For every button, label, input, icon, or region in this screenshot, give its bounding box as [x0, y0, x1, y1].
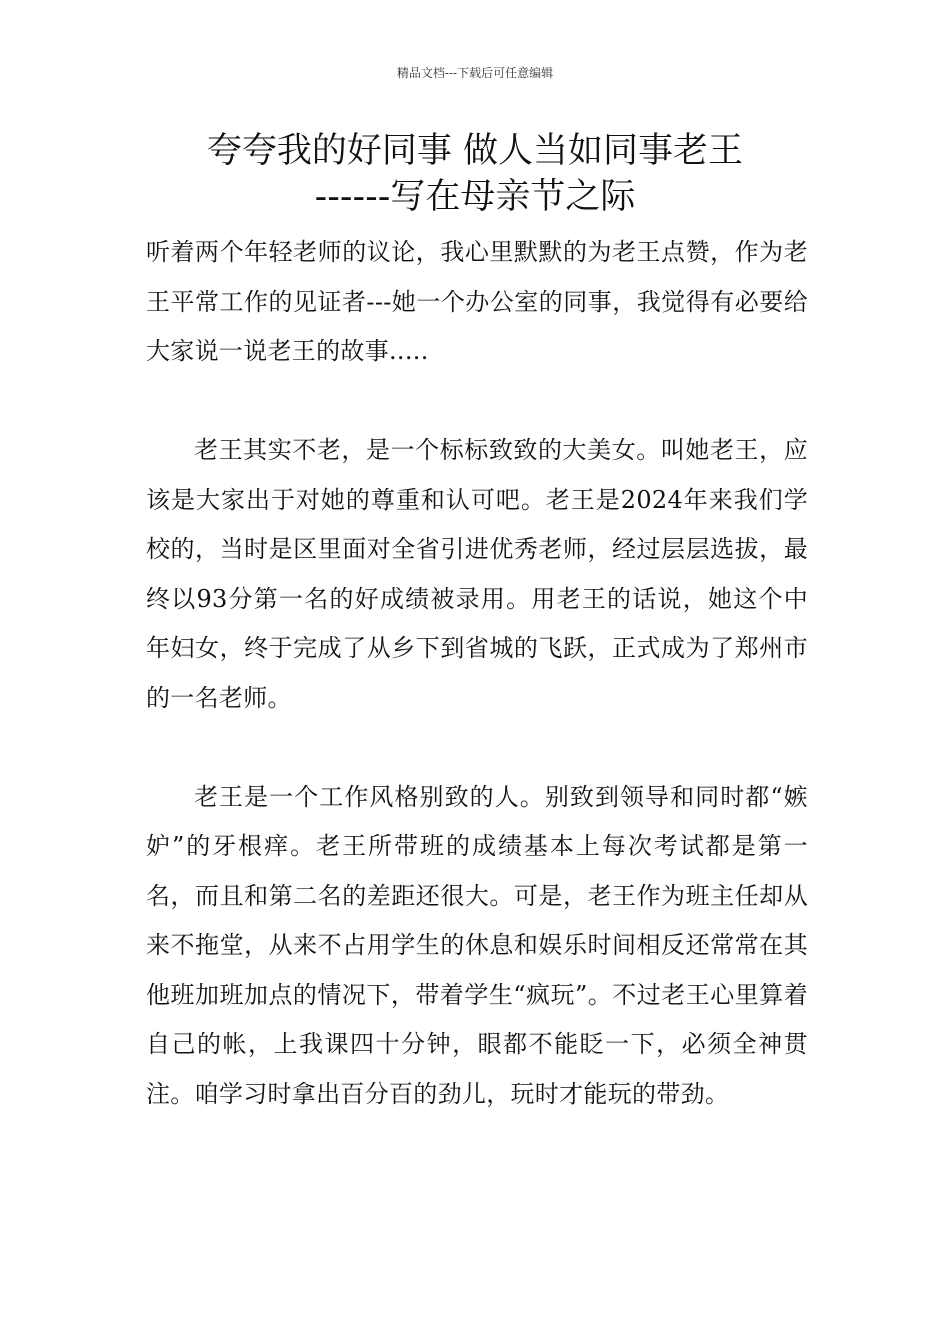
document-body: [146, 228, 808, 1119]
header-note: 精品文档---下载后可任意编辑: [396, 66, 554, 80]
paragraph-3: 老王是一个工作风格别致的人。别致到领导和同时都“嫉妒”的牙根痒。老王所带班的成绩基本上每次考试都是第一名，而且和第二名的差距还很大。可是，老王作为班主任却从来不拖堂，从来不占用学生的休息和娱乐时间相反还常常在其他班加班加点的情况下，带着学生“疯玩”。不过老王心里算着自己的帐，上我课四十分钟，眼都不能眨一下，必须全神贯注。咱学习时拿出百分百的劲儿，玩时才能玩的带劲。: [146, 782, 808, 1108]
paragraph-gap: [146, 723, 808, 773]
paragraph-2: 老王其实不老，是一个标标致致的大美女。叫她老王，应该是大家出于对她的尊重和认可吧。老王是2024年来我们学校的，当时是区里面对全省引进优秀老师，经过层层选拔，最终以93分第一名的好成绩被录用。用老王的话说，她这个中年妇女，终于完成了从乡下到省城的飞跃，正式成为了郑州市的一名老师。: [146, 436, 808, 712]
paragraph-gap: [146, 377, 808, 427]
title-line-2: ------写在母亲节之际: [314, 177, 636, 217]
document-title: [0, 128, 950, 220]
paragraph-intro: 听着两个年轻老师的议论，我心里默默的为老王点赞，作为老王平常工作的见证者---她一个办公室的同事，我觉得有必要给大家说一说老王的故事.....: [146, 238, 808, 365]
title-line-1: 夸夸我的好同事 做人当如同事老王: [206, 131, 744, 171]
